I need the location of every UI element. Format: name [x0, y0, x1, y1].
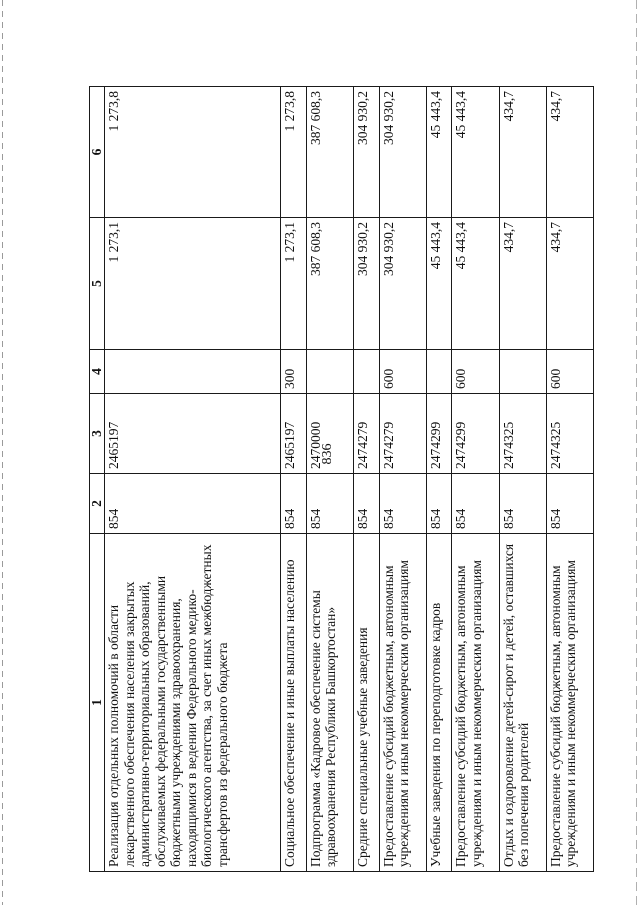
row-name: Предоставление субсидий бюджетным, автономным учреждениям и иным некоммерческим организациям: [546, 534, 593, 872]
row-vr: 600: [452, 350, 499, 394]
row-grbs: 854: [499, 474, 546, 534]
row-grbs: 854: [379, 474, 426, 534]
table-row: [452, 87, 499, 872]
table-row: [281, 87, 307, 872]
row-value-6: 45 443,4: [426, 87, 452, 218]
row-vr: [499, 350, 546, 394]
row-name: Отдых и оздоровление детей-сирот и детей, оставшихся без попечения родителей: [499, 534, 546, 872]
row-name: Средние специальные учебные заведения: [353, 534, 379, 872]
row-csr: 2474325: [499, 394, 546, 474]
row-csr: 2474299: [452, 394, 499, 474]
row-grbs: 854: [426, 474, 452, 534]
table-row: [306, 87, 353, 872]
row-name: Подпрограмма «Кадровое обеспечение системы здравоохранения Республики Башкортостан»: [306, 534, 353, 872]
row-csr: 2465197: [281, 394, 307, 474]
row-grbs: 854: [281, 474, 307, 534]
row-value-6: 1 273,8: [281, 87, 307, 218]
table-row: [499, 87, 546, 872]
table-row: [105, 87, 281, 872]
row-grbs: 854: [452, 474, 499, 534]
row-value-5: 387 608,3: [306, 218, 353, 350]
col-header-6: 6: [90, 87, 105, 218]
page-number: 836: [320, 443, 335, 465]
row-value-6: 304 930,2: [353, 87, 379, 218]
row-value-6: 1 273,8: [105, 87, 281, 218]
row-name: Предоставление субсидий бюджетным, автономным учреждениям и иным некоммерческим организациям: [379, 534, 426, 872]
budget-table: [89, 86, 594, 872]
row-csr: 2474279: [353, 394, 379, 474]
col-header-5: 5: [90, 218, 105, 350]
table-row: [353, 87, 379, 872]
row-value-6: 434,7: [499, 87, 546, 218]
col-header-4: 4: [90, 350, 105, 394]
row-csr: 2474325: [546, 394, 593, 474]
row-value-5: 1 273,1: [281, 218, 307, 350]
row-grbs: 854: [353, 474, 379, 534]
row-csr: 2474279: [379, 394, 426, 474]
row-vr: 600: [546, 350, 593, 394]
row-value-5: 434,7: [499, 218, 546, 350]
table-row: [426, 87, 452, 872]
row-grbs: 854: [546, 474, 593, 534]
row-value-6: 45 443,4: [452, 87, 499, 218]
row-value-6: 387 608,3: [306, 87, 353, 218]
row-value-5: 434,7: [546, 218, 593, 350]
row-value-6: 304 930,2: [379, 87, 426, 218]
table-row: [546, 87, 593, 872]
col-header-3: 3: [90, 394, 105, 474]
row-name: Реализация отдельных полномочий в области лекарственного обеспечения населения закрытых административно-территориальных образований, обслуживаемых федеральными государственными бюджетными учреждениями здравоохранения, находящимися в ведении Федерального медико-биологического агентства, за счет иных межбюджетных трансфертов из федерального бюджета: [105, 534, 281, 872]
row-csr: 2474299: [426, 394, 452, 474]
col-header-1: 1: [90, 534, 105, 872]
row-csr: 2470000: [306, 394, 353, 474]
row-value-6: 434,7: [546, 87, 593, 218]
scan-edge-left: [2, 0, 3, 905]
rotated-table-container: [89, 87, 594, 872]
row-value-5: 1 273,1: [105, 218, 281, 350]
row-vr: [105, 350, 281, 394]
row-name: Социальное обеспечение и иные выплаты населению: [281, 534, 307, 872]
row-vr: [426, 350, 452, 394]
row-grbs: 854: [306, 474, 353, 534]
row-value-5: 45 443,4: [452, 218, 499, 350]
row-name: Учебные заведения по переподготовке кадров: [426, 534, 452, 872]
scan-edge-right: [636, 0, 637, 905]
row-grbs: 854: [105, 474, 281, 534]
row-vr: [306, 350, 353, 394]
table-row: [379, 87, 426, 872]
row-csr: 2465197: [105, 394, 281, 474]
row-value-5: 304 930,2: [353, 218, 379, 350]
row-vr: [353, 350, 379, 394]
col-header-2: 2: [90, 474, 105, 534]
header-row: [90, 87, 105, 872]
row-value-5: 304 930,2: [379, 218, 426, 350]
row-vr: 600: [379, 350, 426, 394]
row-vr: 300: [281, 350, 307, 394]
row-name: Предоставление субсидий бюджетным, автономным учреждениям и иным некоммерческим организациям: [452, 534, 499, 872]
row-value-5: 45 443,4: [426, 218, 452, 350]
